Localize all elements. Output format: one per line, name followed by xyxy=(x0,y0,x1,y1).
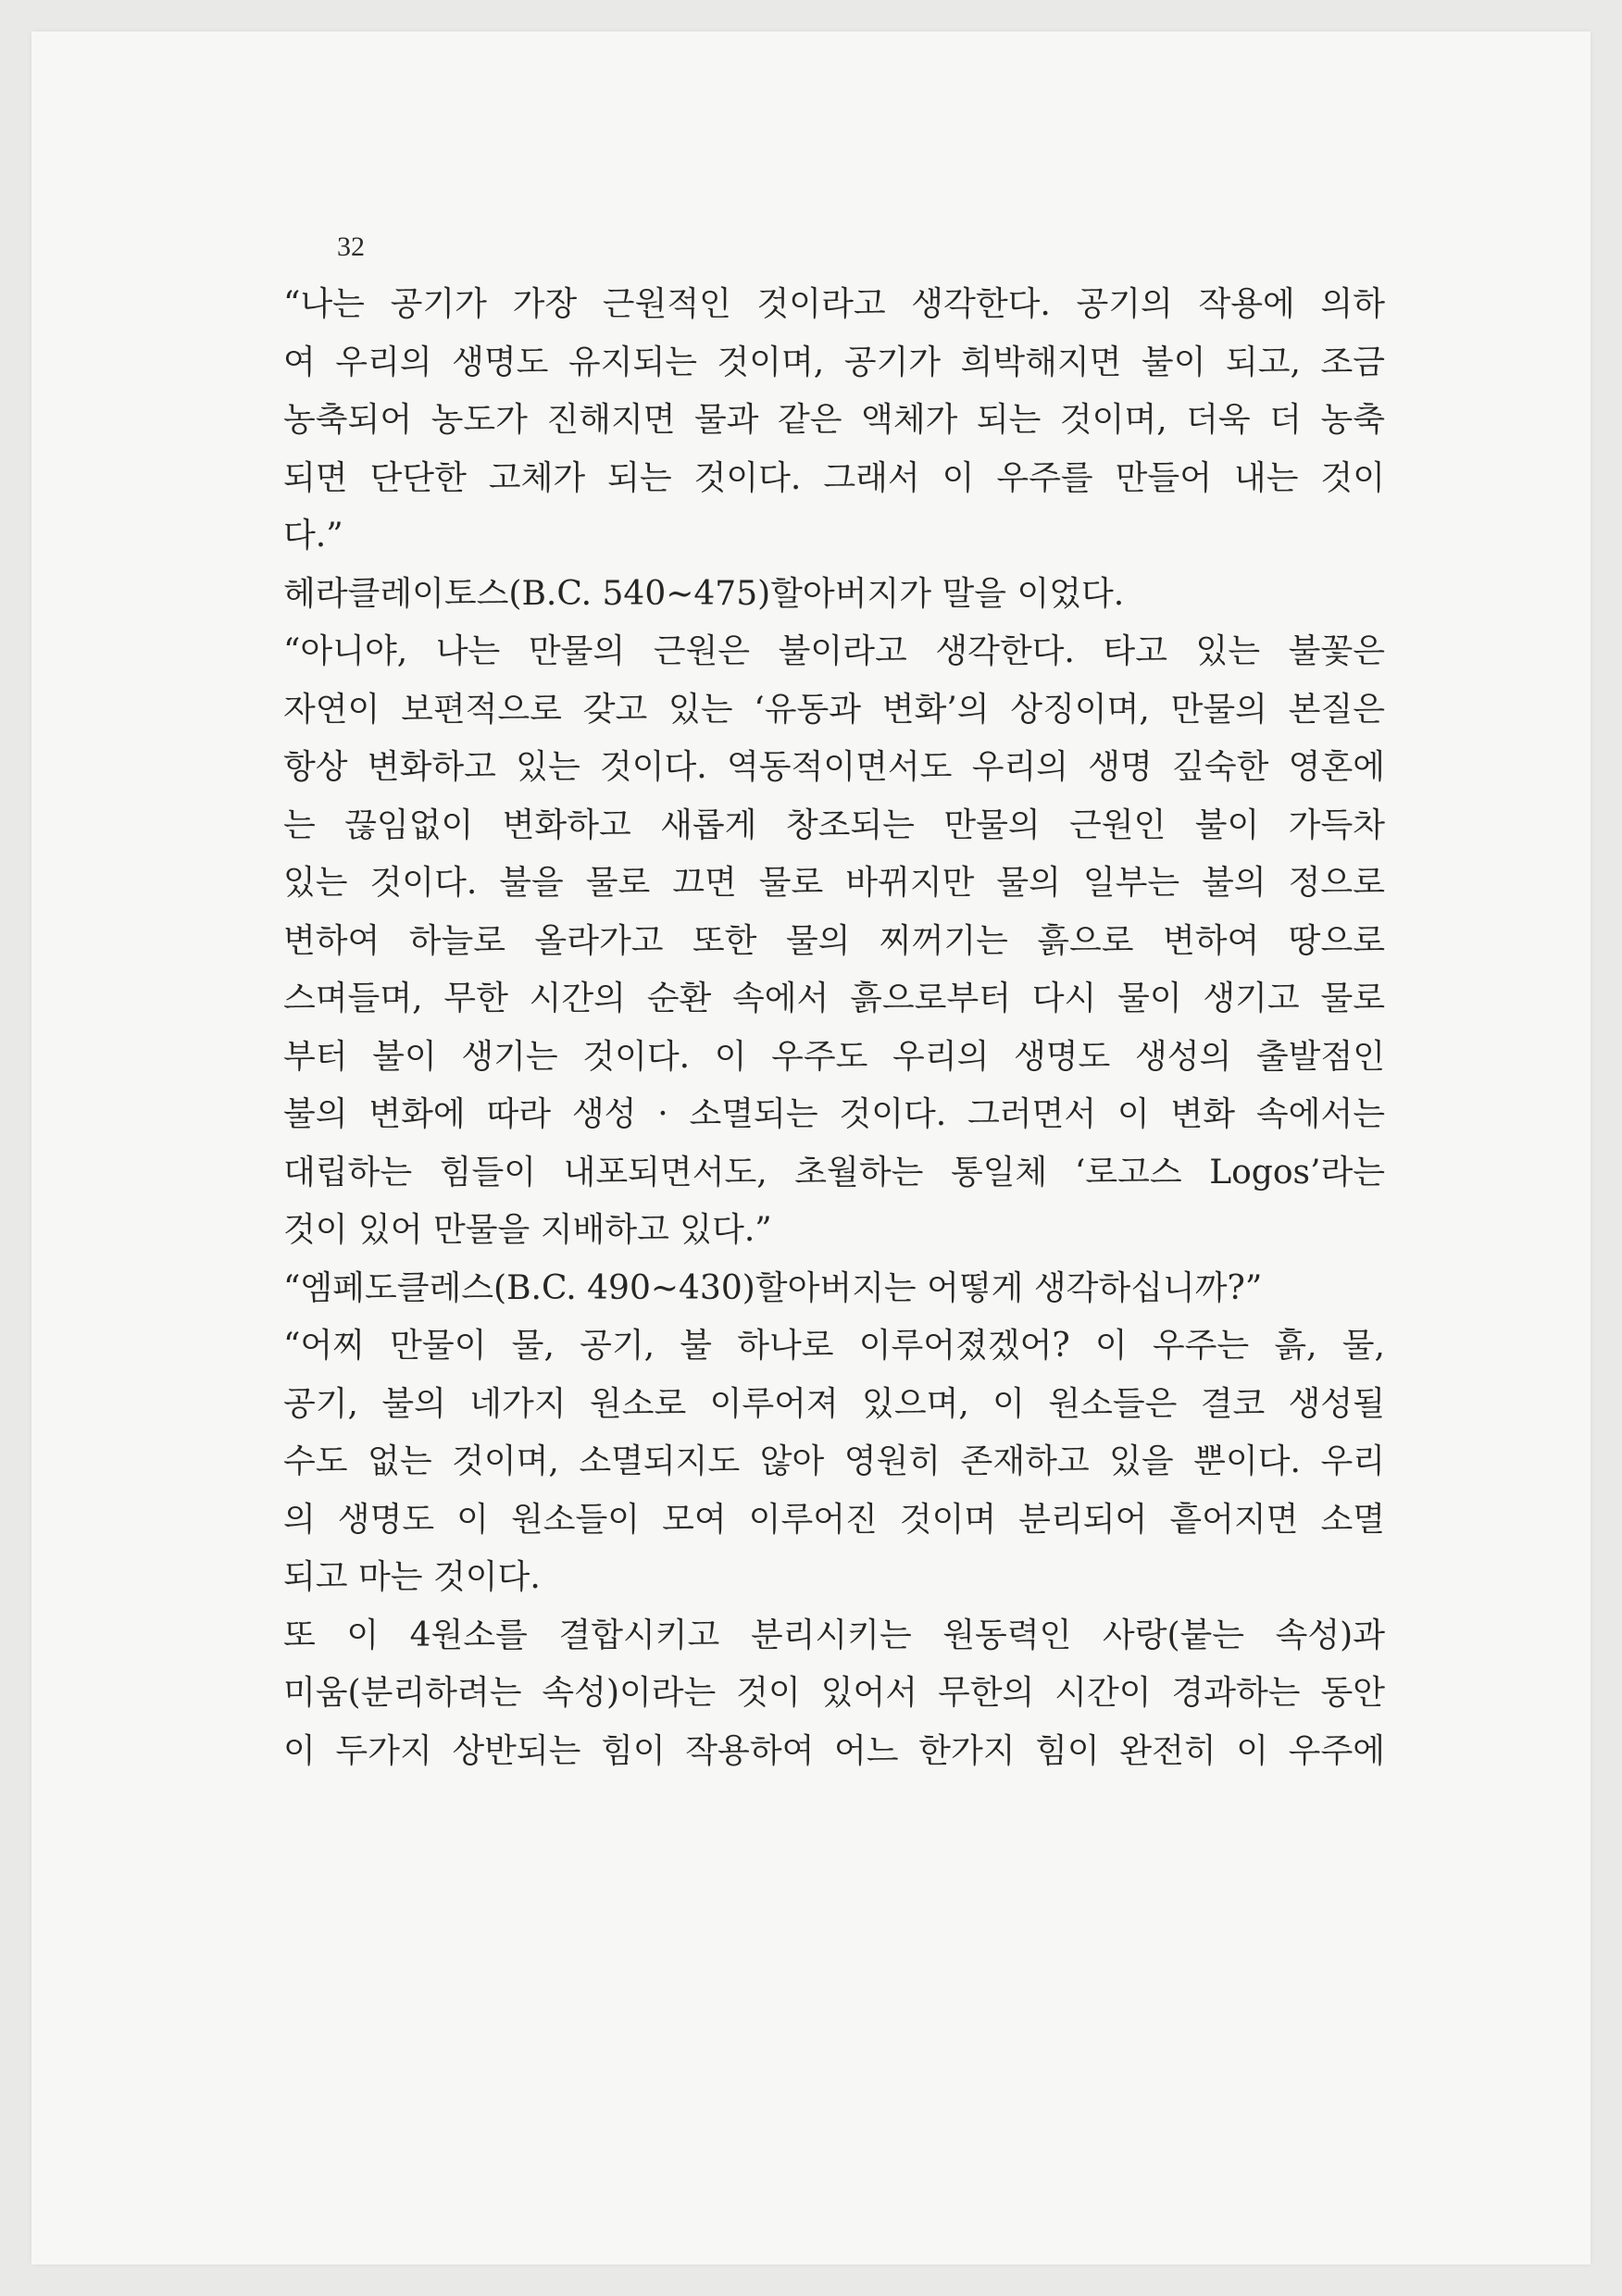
text-line: 또 이 4원소를 결합시키고 분리시키는 원동력인 사랑(붙는 속성)과 xyxy=(283,1616,1385,1654)
body-text xyxy=(283,276,1385,1780)
text-line: 의 생명도 이 원소들이 모여 이루어진 것이며 분리되어 흩어지면 소멸 xyxy=(283,1500,1385,1539)
text-line: 불의 변화에 따라 생성 · 소멸되는 것이다. 그러면서 이 변화 속에서는 xyxy=(283,1095,1385,1133)
text-line: “나는 공기가 가장 근원적인 것이라고 생각한다. 공기의 작용에 의하 xyxy=(283,285,1385,323)
text-line: 부터 불이 생기는 것이다. 이 우주도 우리의 생명도 생성의 출발점인 xyxy=(283,1037,1385,1076)
text-line: 있는 것이다. 불을 물로 끄면 물로 바뀌지만 물의 일부는 불의 정으로 xyxy=(283,864,1385,902)
text-line: 것이 있어 만물을 지배하고 있다.” xyxy=(283,1211,772,1249)
page-number: 32 xyxy=(337,231,365,262)
text-line: 이 두가지 상반되는 힘이 작용하여 어느 한가지 힘이 완전히 이 우주에 xyxy=(283,1731,1385,1770)
text-line: 여 우리의 생명도 유지되는 것이며, 공기가 희박해지면 불이 되고, 조금 xyxy=(283,343,1385,381)
text-line: 농축되어 농도가 진해지면 물과 같은 액체가 되는 것이며, 더욱 더 농축 xyxy=(283,401,1385,439)
text-line: 변하여 하늘로 올라가고 또한 물의 찌꺼기는 흙으로 변하여 땅으로 xyxy=(283,921,1385,960)
text-line: 헤라클레이토스(B.C. 540~475)할아버지가 말을 이었다. xyxy=(283,574,1125,613)
text-line: 스며들며, 무한 시간의 순환 속에서 흙으로부터 다시 물이 생기고 물로 xyxy=(283,980,1385,1017)
text-line: “아니야, 나는 만물의 근원은 불이라고 생각한다. 타고 있는 불꽃은 xyxy=(283,632,1385,670)
text-line: 공기, 불의 네가지 원소로 이루어져 있으며, 이 원소들은 결코 생성될 xyxy=(283,1384,1385,1423)
text-line: 는 끊임없이 변화하고 새롭게 창조되는 만물의 근원인 불이 가득차 xyxy=(283,805,1385,844)
text-line: 다.” xyxy=(283,517,343,555)
text-line: “엠페도클레스(B.C. 490~430)할아버지는 어떻게 생각하십니까?” xyxy=(283,1268,1263,1307)
text-line: 되면 단단한 고체가 되는 것이다. 그래서 이 우주를 만들어 내는 것이 xyxy=(283,458,1385,497)
text-line: 수도 없는 것이며, 소멸되지도 않아 영원히 존재하고 있을 뿐이다. 우리 xyxy=(283,1442,1385,1480)
text-line: “어찌 만물이 물, 공기, 불 하나로 이루어졌겠어? 이 우주는 흙, 물, xyxy=(283,1327,1385,1365)
text-line: 대립하는 힘들이 내포되면서도, 초월하는 통일체 ‘로고스 Logos’라는 xyxy=(283,1153,1385,1192)
text-line: 되고 마는 것이다. xyxy=(283,1558,541,1596)
text-line: 항상 변화하고 있는 것이다. 역동적이면서도 우리의 생명 깊숙한 영혼에 xyxy=(283,748,1385,786)
text-line: 미움(분리하려는 속성)이라는 것이 있어서 무한의 시간이 경과하는 동안 xyxy=(283,1674,1385,1712)
text-line: 자연이 보편적으로 갖고 있는 ‘유동과 변화’의 상징이며, 만물의 본질은 xyxy=(283,690,1385,729)
